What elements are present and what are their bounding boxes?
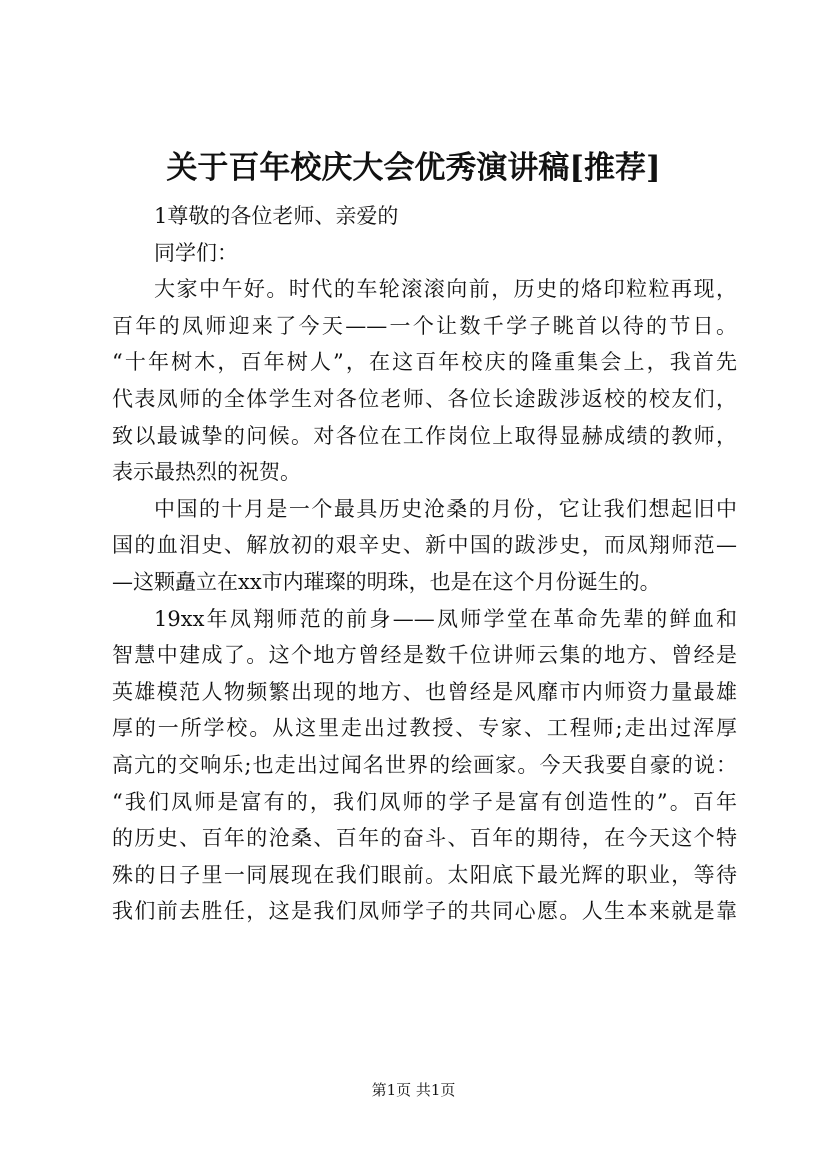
body-line: 百年的凤师迎来了今天——一个让数千学子眺首以待的节日。: [112, 313, 737, 338]
body-line: 国的血泪史、解放初的艰辛史、新中国的跋涉史，而凤翔师范—: [112, 533, 737, 558]
body-line: 中国的十月是一个最具历史沧桑的月份，它让我们想起旧中: [154, 496, 737, 521]
body-line: 的历史、百年的沧桑、百年的奋斗、百年的期待，在今天这个特: [112, 826, 737, 851]
body-line: —这颗矗立在xx市内璀璨的明珠，也是在这个月份诞生的。: [112, 569, 661, 594]
body-line: 19xx年凤翔师范的前身——凤师学堂在革命先辈的鲜血和: [154, 606, 738, 631]
body-line: 1尊敬的各位老师、亲爱的: [154, 204, 399, 228]
body-line: 致以最诚挚的问候。对各位在工作岗位上取得显赫成绩的教师，: [112, 423, 737, 448]
body-line: 大家中午好。时代的车轮滚滚向前，历史的烙印粒粒再现，: [154, 277, 737, 302]
document-body: [112, 198, 737, 930]
body-line: “我们凤师是富有的，我们凤师的学子是富有创造性的”。百年: [112, 789, 737, 814]
body-line: 英雄模范人物频繁出现的地方、也曾经是风靡市内师资力量最雄: [112, 679, 737, 704]
body-line: 厚的一所学校。从这里走出过教授、专家、工程师;走出过浑厚: [112, 716, 737, 741]
body-line: 智慧中建成了。这个地方曾经是数千位讲师云集的地方、曾经是: [112, 643, 737, 668]
body-line: 表示最热烈的祝贺。: [112, 460, 301, 485]
body-line: 代表凤师的全体学生对各位老师、各位长途跋涉返校的校友们，: [112, 386, 737, 411]
document-title: 关于百年校庆大会优秀演讲稿[推荐]: [166, 150, 661, 186]
body-line: “十年树木，百年树人”，在这百年校庆的隆重集会上，我首先: [112, 350, 737, 375]
body-line: 高亢的交响乐;也走出过闻名世界的绘画家。今天我要自豪的说：: [112, 752, 737, 777]
page-footer: 第1页 共1页: [371, 1081, 456, 1099]
body-line: 同学们：: [154, 240, 238, 265]
body-line: 殊的日子里一同展现在我们眼前。太阳底下最光辉的职业，等待: [112, 862, 737, 887]
body-line: 我们前去胜任，这是我们凤师学子的共同心愿。人生本来就是靠: [112, 899, 737, 924]
